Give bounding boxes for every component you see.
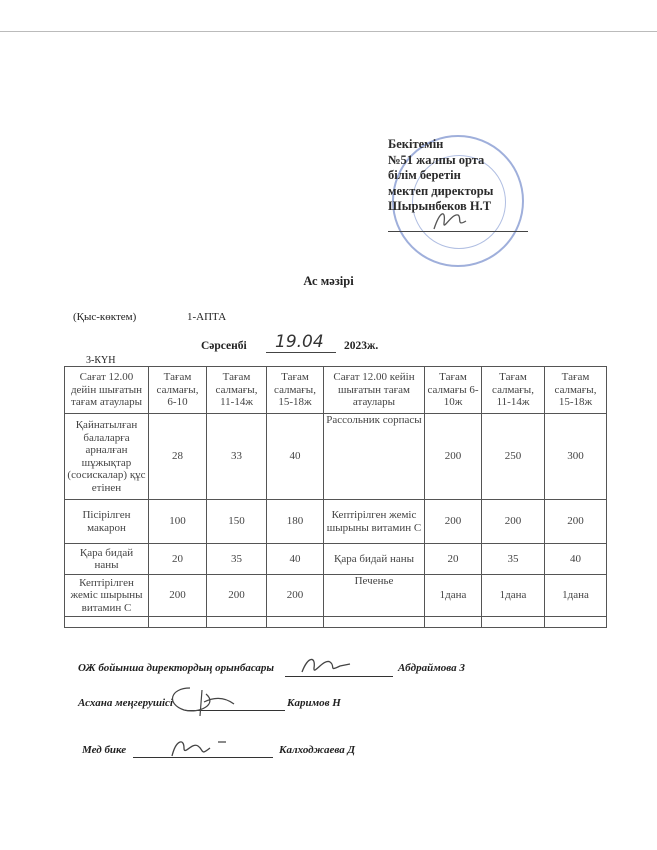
approval-line: №51 жалпы орта — [388, 152, 485, 167]
table-cell: 20 — [425, 544, 482, 575]
table-cell: Қайнатылған балаларға арналған шұжықтар (сосискалар) құс етінен — [65, 414, 149, 500]
table-cell: 200 — [207, 575, 267, 617]
canteen-signature — [160, 684, 240, 718]
table-cell: 33 — [207, 414, 267, 500]
approval-block — [388, 137, 538, 215]
approval-line: мектеп директоры — [388, 183, 494, 198]
director-signature — [430, 205, 470, 235]
table-cell: Кептірілген жеміс шырыны витамин С — [324, 500, 425, 544]
header-cell: Тағам салмағы 6-10ж — [425, 367, 482, 414]
approval-line: білім беретін — [388, 168, 461, 182]
table-cell — [545, 617, 607, 628]
table-cell: 35 — [207, 544, 267, 575]
table-cell: 40 — [267, 414, 324, 500]
table-row — [65, 414, 607, 500]
table-header-row — [65, 367, 607, 414]
table-cell: Печенье — [324, 575, 425, 617]
table-cell: 40 — [267, 544, 324, 575]
table-cell: 200 — [545, 500, 607, 544]
header-cell: Тағам салмағы, 11-14ж — [207, 367, 267, 414]
table-cell — [149, 617, 207, 628]
nurse-name: Калходжаева Д — [279, 744, 355, 756]
week-label: 1-АПТА — [187, 311, 227, 323]
canteen-label: Асхана меңгерушісі — [78, 697, 173, 709]
table-cell: Рассольник сорпасы — [324, 414, 425, 500]
deputy-signature — [298, 652, 354, 678]
table-row-empty — [65, 617, 607, 628]
table-cell: Қара бидай наны — [65, 544, 149, 575]
table-cell: 28 — [149, 414, 207, 500]
nurse-signature — [164, 734, 234, 760]
table-cell: 35 — [482, 544, 545, 575]
table-cell: 150 — [207, 500, 267, 544]
day-name: Сәрсенбі — [201, 340, 247, 352]
deputy-label: ОЖ бойынша директордың орынбасары — [78, 662, 275, 674]
table-cell: Пісірілген макарон — [65, 500, 149, 544]
table-cell — [207, 617, 267, 628]
table-cell: 250 — [482, 414, 545, 500]
scan-top-edge — [0, 31, 657, 32]
table-cell — [65, 617, 149, 628]
header-cell: Тағам салмағы, 6-10 — [149, 367, 207, 414]
season-label: (Қыс-көктем) — [73, 311, 137, 323]
table-cell: Кептірілген жеміс шырыны витамин С — [65, 575, 149, 617]
date-underline — [266, 352, 336, 353]
header-cell: Тағам салмағы, 15-18ж — [267, 367, 324, 414]
table-cell — [324, 617, 425, 628]
table-cell: 200 — [425, 414, 482, 500]
deputy-name: Абдраймова З — [398, 662, 465, 674]
header-cell: Тағам салмағы, 11-14ж — [482, 367, 545, 414]
header-cell: Сағат 12.00 кейін шығатын тағам атаулары — [324, 367, 425, 414]
nurse-label: Мед бике — [82, 744, 127, 756]
header-cell: Тағам салмағы, 15-18ж — [545, 367, 607, 414]
day-number: 3-КҮН — [86, 355, 116, 366]
table-cell: 1дана — [482, 575, 545, 617]
table-row — [65, 500, 607, 544]
table-cell: 20 — [149, 544, 207, 575]
handwritten-date: 19.04 — [275, 332, 324, 352]
page-title: Ас мәзірі — [303, 274, 354, 288]
table-cell: 40 — [545, 544, 607, 575]
table-cell: 200 — [149, 575, 207, 617]
table-cell: 200 — [267, 575, 324, 617]
approval-line: Шырынбеков Н.Т — [388, 199, 492, 213]
menu-table — [64, 366, 607, 628]
canteen-name: Каримов Н — [287, 697, 341, 709]
table-row — [65, 575, 607, 617]
table-cell: 100 — [149, 500, 207, 544]
table-cell: 180 — [267, 500, 324, 544]
table-cell: Қара бидай наны — [324, 544, 425, 575]
table-cell: 200 — [425, 500, 482, 544]
year-label: 2023ж. — [344, 340, 379, 352]
table-cell — [482, 617, 545, 628]
table-cell: 1дана — [425, 575, 482, 617]
table-cell: 300 — [545, 414, 607, 500]
table-row — [65, 544, 607, 575]
table-cell: 1дана — [545, 575, 607, 617]
table-cell: 200 — [482, 500, 545, 544]
table-cell — [267, 617, 324, 628]
table-cell — [425, 617, 482, 628]
header-cell: Сағат 12.00 дейін шығатын тағам атаулары — [65, 367, 149, 414]
approval-line: Бекітемін — [388, 137, 444, 151]
